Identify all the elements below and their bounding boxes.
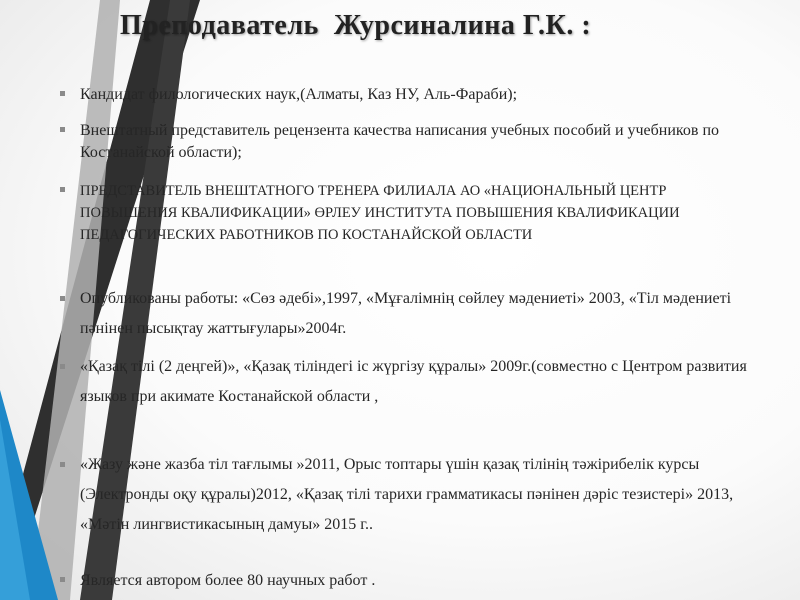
- bullet-icon: [60, 187, 65, 192]
- bullet-icon: [60, 577, 65, 582]
- list-item-text: Кандидат филологических наук,(Алматы, Каз НУ, Аль-Фараби);: [80, 86, 518, 103]
- bullet-icon: [60, 364, 65, 369]
- list-item-text: Внештатный представитель рецензента качества написания учебных пособий и учебников по Костанайской области);: [80, 122, 719, 161]
- list-item: [60, 84, 760, 106]
- list-item: [60, 180, 760, 246]
- list-item: [60, 352, 760, 412]
- slide-title: Преподаватель Журсиналина Г.К. :: [120, 10, 592, 41]
- bullet-icon: [60, 296, 65, 301]
- list-item-text: «Жазу және жазба тіл тағлымы »2011, Орыс топтары үшін қазақ тілінің тәжірибелік курсы (Электронды оқу құралы)2012, «Қазақ тілі тарихи грамматикасы пәнінен дәріс тезистері» 2013, «Мәтін лингвистикасының дамуы» 2015 г..: [80, 456, 734, 533]
- list-item-text: Является автором более 80 научных работ .: [80, 572, 376, 589]
- list-item-text: «Қазақ тілі (2 деңгей)», «Қазақ тіліндегі іс жүргізу құралы» 2009г.(совместно с Центром развития языков при акимате Костанайской области ,: [80, 358, 747, 405]
- bullet-icon: [60, 91, 65, 96]
- list-item-text: ПРЕДСТАВИТЕЛЬ ВНЕШТАТНОГО ТРЕНЕРА ФИЛИАЛА АО «НАЦИОНАЛЬНЫЙ ЦЕНТР ПОВЫШЕНИЯ КВАЛИФИКАЦИИ» ӨРЛЕУ ИНСТИТУТА ПОВЫШЕНИЯ КВАЛИФИКАЦИИ ПЕДАГОГИЧЕСКИХ РАБОТНИКОВ ПО КОСТАНАЙСКОЙ ОБЛАСТИ: [80, 183, 680, 243]
- list-item-text: Опубликованы работы: «Сөз әдебі»,1997, «Мұғалімнің сөйлеу мәдениеті» 2003, «Тіл мәдениеті пәнінен пысықтау жаттығулары»2004г.: [80, 290, 732, 337]
- list-item: [60, 570, 760, 592]
- list-item: [60, 284, 760, 344]
- list-item: [60, 120, 760, 164]
- list-item: [60, 450, 760, 540]
- bullet-icon: [60, 462, 65, 467]
- bullet-icon: [60, 127, 65, 132]
